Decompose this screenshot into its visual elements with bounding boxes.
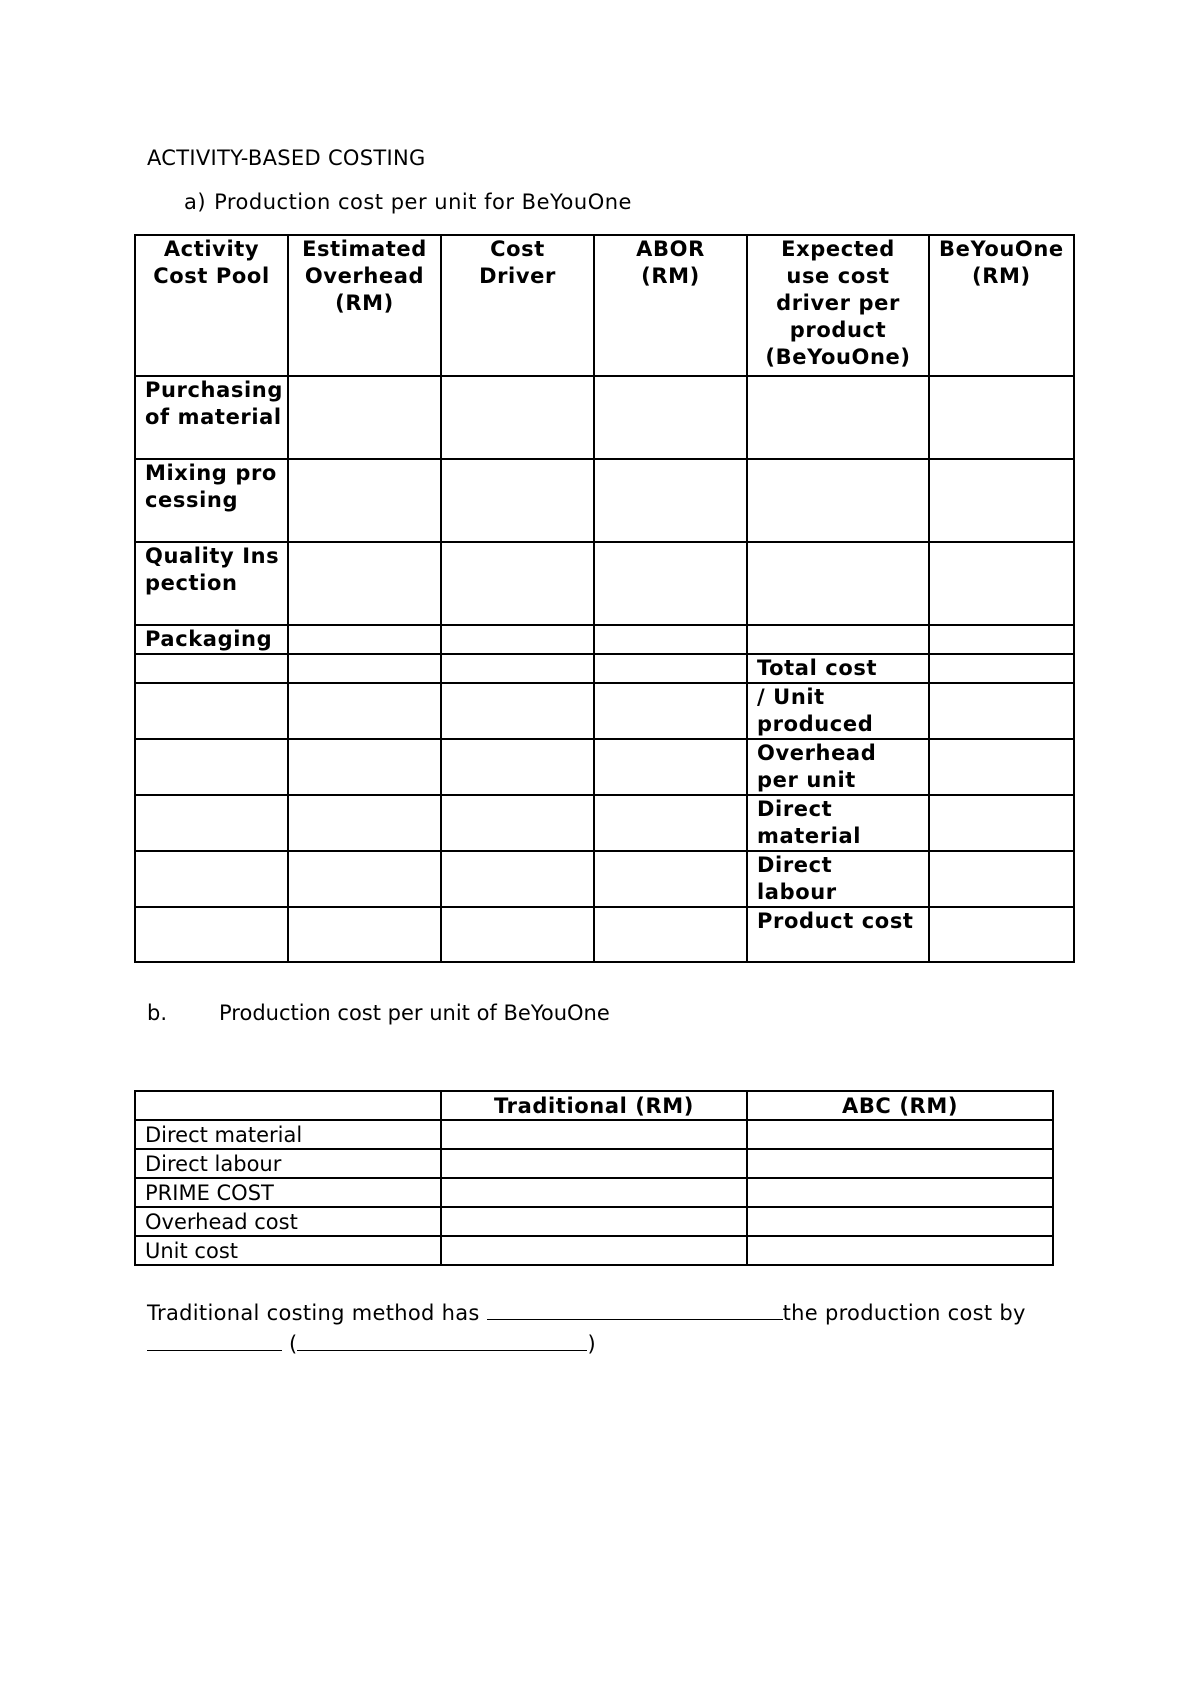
header-activity-cost-pool: Activity Cost Pool — [135, 235, 288, 376]
empty-cell — [288, 683, 441, 739]
abc-cell[interactable] — [747, 1149, 1053, 1178]
close-paren: ) — [587, 1332, 596, 1356]
traditional-cell[interactable] — [441, 1178, 747, 1207]
table-row — [135, 625, 1074, 654]
empty-cell — [288, 795, 441, 851]
activity-label: Mixing processing — [135, 459, 288, 542]
empty-cell — [288, 654, 441, 683]
conclusion-blank-percentage[interactable] — [297, 1328, 587, 1351]
table-row — [135, 1149, 1053, 1178]
summary-row — [135, 683, 1074, 739]
row-label: Unit cost — [135, 1236, 441, 1265]
estimated-overhead-cell[interactable] — [288, 459, 441, 542]
table-header-row — [135, 235, 1074, 376]
empty-cell — [441, 683, 594, 739]
conclusion-sentence — [147, 1297, 1087, 1359]
expected-use-cell[interactable] — [747, 542, 929, 625]
abc-cell[interactable] — [747, 1178, 1053, 1207]
conclusion-blank-amount[interactable] — [147, 1328, 282, 1351]
empty-cell — [441, 851, 594, 907]
header-estimated-overhead: Estimated Overhead (RM) — [288, 235, 441, 376]
table-row — [135, 1236, 1053, 1265]
comparison-table — [134, 1090, 1054, 1266]
activity-label: Quality Inspection — [135, 542, 288, 625]
header-cost-driver: Cost Driver — [441, 235, 594, 376]
conclusion-part1: Traditional costing method has — [147, 1301, 480, 1325]
traditional-cell[interactable] — [441, 1120, 747, 1149]
estimated-overhead-cell[interactable] — [288, 542, 441, 625]
summary-row — [135, 907, 1074, 962]
row-label: Direct labour — [135, 1149, 441, 1178]
conclusion-blank-effect[interactable] — [487, 1297, 783, 1320]
traditional-cell[interactable] — [441, 1236, 747, 1265]
empty-cell — [594, 851, 747, 907]
empty-cell — [594, 654, 747, 683]
section-a-label: a) — [184, 190, 207, 214]
empty-cell — [135, 907, 288, 962]
expected-use-cell[interactable] — [747, 625, 929, 654]
abc-cell[interactable] — [747, 1120, 1053, 1149]
empty-cell — [288, 851, 441, 907]
table-row — [135, 1207, 1053, 1236]
header-traditional: Traditional (RM) — [441, 1091, 747, 1120]
abor-cell[interactable] — [594, 376, 747, 459]
table-row — [135, 1120, 1053, 1149]
header-abc: ABC (RM) — [747, 1091, 1053, 1120]
beyouone-cell[interactable] — [929, 459, 1074, 542]
summary-value-cell[interactable] — [929, 739, 1074, 795]
empty-cell — [441, 795, 594, 851]
empty-cell — [441, 739, 594, 795]
section-a-heading — [184, 190, 632, 214]
estimated-overhead-cell[interactable] — [288, 376, 441, 459]
summary-label: Overhead per unit — [747, 739, 929, 795]
empty-cell — [441, 907, 594, 962]
expected-use-cell[interactable] — [747, 376, 929, 459]
table-row — [135, 542, 1074, 625]
empty-cell — [594, 739, 747, 795]
cost-driver-cell[interactable] — [441, 625, 594, 654]
activity-label: Purchasing of material — [135, 376, 288, 459]
header-abor: ABOR (RM) — [594, 235, 747, 376]
section-b-heading — [147, 1001, 610, 1025]
cost-driver-cell[interactable] — [441, 542, 594, 625]
abc-cell[interactable] — [747, 1236, 1053, 1265]
traditional-cell[interactable] — [441, 1149, 747, 1178]
empty-cell — [288, 907, 441, 962]
cost-driver-cell[interactable] — [441, 376, 594, 459]
summary-row — [135, 654, 1074, 683]
abor-cell[interactable] — [594, 542, 747, 625]
summary-row — [135, 851, 1074, 907]
abor-cell[interactable] — [594, 625, 747, 654]
header-blank — [135, 1091, 441, 1120]
summary-value-cell[interactable] — [929, 907, 1074, 962]
conclusion-part2: the production cost by — [782, 1301, 1026, 1325]
comparison-header-row — [135, 1091, 1053, 1120]
summary-label: / Unit produced — [747, 683, 929, 739]
summary-value-cell[interactable] — [929, 795, 1074, 851]
section-b-text: Production cost per unit of BeYouOne — [219, 1001, 610, 1025]
page-title: ACTIVITY-BASED COSTING — [147, 146, 426, 170]
abc-cell[interactable] — [747, 1207, 1053, 1236]
header-expected-use: Expected use cost driver per product (BeYouOne) — [747, 235, 929, 376]
header-beyouone: BeYouOne (RM) — [929, 235, 1074, 376]
abc-cost-table — [134, 234, 1075, 963]
summary-row — [135, 795, 1074, 851]
summary-value-cell[interactable] — [929, 851, 1074, 907]
cost-driver-cell[interactable] — [441, 459, 594, 542]
beyouone-cell[interactable] — [929, 376, 1074, 459]
empty-cell — [441, 654, 594, 683]
row-label: PRIME COST — [135, 1178, 441, 1207]
row-label: Overhead cost — [135, 1207, 441, 1236]
section-a-text: Production cost per unit for BeYouOne — [214, 190, 632, 214]
beyouone-cell[interactable] — [929, 625, 1074, 654]
empty-cell — [135, 683, 288, 739]
summary-label: Total cost — [747, 654, 929, 683]
expected-use-cell[interactable] — [747, 459, 929, 542]
summary-label: Product cost — [747, 907, 929, 962]
summary-row — [135, 739, 1074, 795]
estimated-overhead-cell[interactable] — [288, 625, 441, 654]
table-row — [135, 376, 1074, 459]
open-paren: ( — [288, 1332, 298, 1356]
empty-cell — [288, 739, 441, 795]
empty-cell — [135, 739, 288, 795]
section-b-label: b. — [147, 1001, 168, 1025]
row-label: Direct material — [135, 1120, 441, 1149]
summary-label: Direct material — [747, 795, 929, 851]
empty-cell — [135, 795, 288, 851]
abor-cell[interactable] — [594, 459, 747, 542]
summary-value-cell[interactable] — [929, 654, 1074, 683]
table-row — [135, 1178, 1053, 1207]
activity-label: Packaging — [135, 625, 288, 654]
table-row — [135, 459, 1074, 542]
traditional-cell[interactable] — [441, 1207, 747, 1236]
empty-cell — [135, 654, 288, 683]
empty-cell — [594, 795, 747, 851]
empty-cell — [594, 907, 747, 962]
empty-cell — [594, 683, 747, 739]
empty-cell — [135, 851, 288, 907]
beyouone-cell[interactable] — [929, 542, 1074, 625]
summary-value-cell[interactable] — [929, 683, 1074, 739]
summary-label: Direct labour — [747, 851, 929, 907]
